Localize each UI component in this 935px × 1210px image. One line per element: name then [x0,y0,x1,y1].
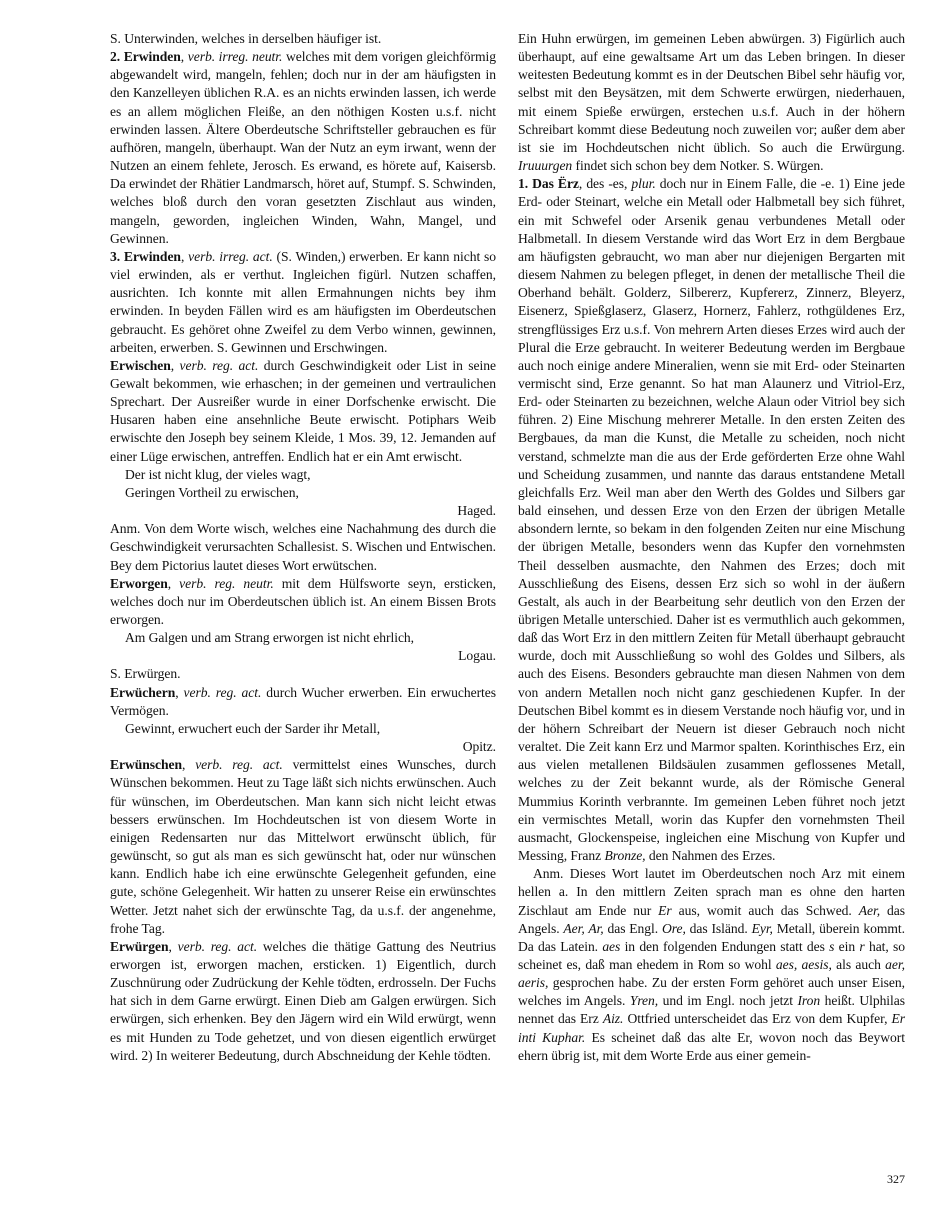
entry-paragraph [518,30,905,175]
text-run: , [167,575,180,591]
entry-paragraph [110,248,496,357]
text-run: Anm. Von dem Worte wisch, welches eine Nachahmung des durch die Geschwindigkeit verursachten Schallesist. S. Wischen und Entwischen. Bey dem Pictorius lautet dieses Wort erwütschen. [110,521,496,573]
verse-line [110,466,496,484]
italic-term: plur. [631,176,656,192]
entry-paragraph [110,520,496,574]
verse-line [110,629,496,647]
quote-source [110,502,496,520]
text-run: , [175,684,184,700]
italic-term: Eyr, [751,920,773,936]
left-column [110,30,496,1065]
entry-paragraph [110,756,496,938]
text-run: doch nur in Einem Falle, die -e. 1) Eine jede Erd- oder Steinart, welche ein Metall oder Halbmetall bey sich führet, ein mit Schwefel oder Arsenik genau verbundenes Metall oder Halbmetall. In diesem Verstande wird das Wort Erz in dem Bergbaue am häufigsten gebraucht, wo man aber nur diejenigen Bergarten mit diesem Nahmen zu belegen pfleget, in denen der metallische Theil die Oberhand behält. Golderz, Silbererz, Kupfererz, Zinnerz, Bleyerz, Eisenerz, Spießglaserz, Glaserz, Hornerz, Fahlerz, rothgüldenes Erz, strengflüssiges Erz u.s.f. Von mehrern Arten dieses Erzes wird auch der Plural die Erze gebraucht. In weiterer Bedeutung werden im Bergbaue auch noch einige andere Mineralien, wenn sie mit Erd- oder Steinarten vermischt sind, Erze genannt. So hat man Alaunerz und Vitriol-Erz, Erd- oder Steinarten zu bezeichnen, welche Alaun oder Vitriol bey sich führen. 2) Eine Mischung mehrerer Metalle. In den ersten Zeiten des Bergbaues, da man die Kunst, die Metalle zu scheiden, noch nicht verstand, schmelzte man die aus der Erde geförderten Erze ohne Wahl und Scheidung zusammen, und nannte das daraus entstandene Metall gleichfalls Erz. Weil man aber den Werth des Goldes und Silbers gar bald einsehen, und dessen Erze von den Erzen der übrigen Metalle absondern lernte, so bekam in den folgenden Zeiten nur eine Mischung der übrigen Metalle, besonders wenn das Kupfer den vornehmsten Theil desselben ausmachte, den Nahmen des Erzes; doch mit Ausschließung des Eisens, dessen Erz sich so wohl in der äußern Gestalt, als auch in der Bearbeitung sehr deutlich von den Erzen der übrigen Metalle unterschied. Daher ist es vermuthlich auch gekommen, daß das Wort Erz in den mittlern Zeiten für Metall überhaupt gebraucht wurde, doch mit Ausschließung so wohl des Goldes und Silbers, als auch des Eisens. Besonders gebrauchte man diesen Nahmen von dem von andern Metallen noch nicht ganz geschiedenen Kupfer. In der Deutschen Bibel kommt es in diesem Verstande noch häufig vor, und in der höhern Schreibart der Neuern ist dieser Gebrauch noch nicht veraltet. Die Zeit kann Erz und Marmor spalten. Korinthisches Erz, ein aus vielen metallenen Bildsäulen zusammen geflossenes Metall, welches zu der Zeit bekannt wurde, als der Römische General Mummius Korinth verbrannte. Im gemeinen Leben führet noch jetzt ein vermischtes Metall, worin das Kupfer den vornehmsten Theil ausmacht, Glockenspeise, ingleichen eine Mischung von Kupfer und Messing, Franz [518,176,905,864]
entry-paragraph [518,865,905,1065]
text-run: Ein Huhn erwürgen, im gemeinen Leben abwürgen. 3) Figürlich auch überhaupt, auf eine gewaltsame Art um das Leben bringen. In dieser weitesten Bedeutung kommt es in der Deutschen Bibel sehr häufig vor, selbst mit den Beysätzen, mit dem Schwerte erwürgen, niederhauen, mit einem Spieße erwürgen, erstechen u.s.f. Auch in der höhern Schreibart kommt diese Bedeutung noch zuweilen vor; außer dem aber ist sie im Hochdeutschen nicht üblich. So auch die Erwürgung. [518,31,905,155]
text-run: , [180,49,188,65]
quote-source [110,647,496,665]
text-run: ein [834,938,860,954]
text-run: das Angels. [518,902,905,936]
entry-paragraph [110,575,496,629]
headword: Erwischen [110,357,171,373]
text-run: Der ist nicht klug, der vieles wagt, [125,466,311,482]
text-run: durch Geschwindigkeit oder List in seine Gewalt bekommen, wie erhaschen; in der gemeinen und vertraulichen Sprechart. Der Ausreißer wurde in einer Dorfschenke erwischt. Die Husaren haben eine ansehnliche Beute erwischt. Potiphars Weib erwischte den Joseph bey seinem Kleide, 1 Mos. 39, 12. Jemanden auf einer Lüge erwischen, antreffen. Endlich hat er ein Amt erwischt. [110,357,496,464]
headword: Erworgen [110,575,168,591]
italic-term: verb. reg. act. [195,757,283,773]
text-run: vermittelst eines Wunsches, durch Wünschen bekommen. Heut zu Tage läßt sich nichts erwünschen. Auch für wünschen, im Oberdeutschen. Man kann sich nicht leicht etwas bessers erwünschen. Im Hochdeutschen ist von diesem Worte in einigen Redensarten nur das Mittelwort erwünscht üblich, für gewünscht, so gut als man es sich gewünscht hat, oder nur wünschen kann. Endlich habe ich eine erwünschte Gelegenheit gefunden, eine gute, schöne Gelegenheit. Wir hatten zu unserer Reise ein erwünschtes Wetter. Jetzt nahet sich der erwünschte Tag, da u.s.f. der angenehme, frohe Tag. [110,757,496,936]
italic-term: verb. reg. act. [179,357,259,373]
text-run: Es scheinet daß das alte Er, wovon noch das Beywort ehern übrig ist, mit dem Worte Erde aus einer gemein- [518,1029,905,1063]
italic-term: verb. irreg. neutr. [187,49,283,65]
italic-term: aes, aesis, [775,956,832,972]
italic-term: Iruuurgen [518,158,573,174]
italic-term: Bronze, [604,848,646,864]
text-run: Haged. [457,503,496,519]
text-run: , [168,938,178,954]
text-run: Ottfried unterscheidet das Erz von dem Kupfer, [623,1011,892,1027]
italic-term: Aer, Ar, [563,920,604,936]
text-run: mit dem Hülfsworte seyn, ersticken, welches doch nur im Oberdeutschen üblich ist. An einem Bissen Brots erworgen. [110,575,496,627]
italic-term: Aer, [858,902,881,918]
text-run: , [170,357,180,373]
text-run: welches mit dem vorigen gleichförmig abgewandelt wird, mangeln, fehlen; doch nur in der am häufigsten in den Kanzelleyen üblichen R.A. es an nichts erwinden lassen, ich werde es an allem möglichen Fleiße, an den nöthigen Kosten u.s.f. nicht erwinden lassen. Ältere Oberdeutsche Schriftsteller gebrauchen es für aufhören, mangeln, überhaupt. Wan der Nutz an eym irwant, wenn der Nutzen an einem fehlete, Jerosch. Es erwand, es hörete auf, Kaisersb. Da erwindet der Rhätier Landmarsch, höret auf, Stumpf. S. Schwinden, welches bloß durch den voran gesetzten Zischlaut aus winden, mangeln, geworden, ingleichen Winden, Wahn, Mangel, und Gewinnen. [110,49,496,246]
headword: Erwüchern [110,684,176,700]
italic-term: r [859,938,865,954]
text-run: gesprochen habe. Zu der ersten Form gehöret auch unser Eisen, welches im Angels. [518,975,905,1009]
italic-term: verb. reg. act. [183,684,262,700]
text-run: aus, womit auch das Schwed. [671,902,859,918]
entry-paragraph [110,30,496,48]
verse-line [110,484,496,502]
entry-paragraph [518,175,905,865]
entry-paragraph [110,684,496,720]
quote-source [110,738,496,756]
italic-term: aes [602,938,621,954]
italic-term: verb. reg. act. [177,938,258,954]
italic-term: Er inti Kuphar. [518,1011,906,1045]
text-run: das Engl. [603,920,662,936]
text-run: welches die thätige Gattung des Neutrius erworgen ist, erworgen machen, ersticken. 1) Eigentlich, durch Zuschnürung oder Zudrückung der Kehle tödten, erdrosseln. Der Fuchs hat sich in dem Garne erwürgt. Einen Dieb am Galgen erwürgen. Sich erwürgen, sich erhenken. Bey den Jägern wird ein Wild erwürgt, wenn es mit Hunden zu Tode gehetzet, und von diesen eigentlich erwürget wird. 2) In weiterer Bedeutung, durch Abschneidung der Kehle tödten. [110,938,496,1063]
text-run: als auch [831,956,886,972]
headword: Erwürgen [110,938,169,954]
entry-paragraph [110,357,496,466]
entry-paragraph [110,665,496,683]
italic-term: verb. reg. neutr. [179,575,274,591]
text-run: Metall, überein kommt. Da das Latein. [518,920,905,954]
headword: 3. Erwinden [110,248,181,264]
text-run: , [182,757,196,773]
headword: 2. Erwinden [110,49,181,65]
page-number: 327 [887,1172,905,1186]
text-run: Opitz. [462,739,496,755]
text-run: den Nahmen des Erzes. [645,848,776,864]
text-run: Logau. [458,648,496,664]
text-run: durch Wucher erwerben. Ein erwuchertes Vermögen. [110,684,497,718]
text-run: Anm. Dieses Wort lautet im Oberdeutschen noch Arz mit einem hellen a. In den mittlern Zeiten sprach man es ohne den harten Zischlaut am Ende nur [518,866,905,918]
text-run: Am Galgen und am Strang erworgen ist nicht ehrlich, [125,630,415,646]
text-run: Gewinnt, erwuchert euch der Sarder ihr Metall, [125,720,381,736]
entry-paragraph [110,48,496,248]
text-run: findet sich schon bey dem Notker. S. Würgen. [572,158,824,174]
text-run: hat, so scheinet es, daß man ehedem in Rom so wohl [518,938,906,972]
text-run: , des -es, [578,176,632,192]
right-column [518,30,905,1065]
text-run: in den folgenden Endungen statt des [620,938,830,954]
headword: 1. Das Ërz [518,176,579,192]
headword: Erwünschen [110,757,183,773]
text-run: (S. Winden,) erwerben. Er kann nicht so viel erwinden, als er verthut. Ingleichen figürl. Nutzen schaffen, ausrichten. Ich konnte mit allen Ermahnungen nichts bey ihm erwinden. In beyden Fällen wird es am häufigsten im Oberdeutschen gebraucht. Es gehöret ohne Zweifel zu dem Verbo winnen, gewinnen, arbeiten, erwerben. S. Gewinnen und Erschwingen. [110,248,496,355]
italic-term: Aiz. [602,1011,624,1027]
text-run: , [180,248,189,264]
text-run: das Isländ. [685,920,752,936]
text-run: heißt. Ulphilas nennet das Erz [518,993,905,1027]
text-run: S. Unterwinden, welches in derselben häufiger ist. [110,31,382,46]
text-run: und im Engl. noch jetzt [658,993,798,1009]
text-run: S. Erwürgen. [110,666,181,682]
italic-term: Ore, [661,920,686,936]
italic-term: Er [658,902,672,918]
italic-term: s [829,938,835,954]
text-run: Geringen Vortheil zu erwischen, [125,484,299,500]
verse-line [110,720,496,738]
italic-term: aer, aeris, [518,956,905,991]
italic-term: Yren, [629,993,659,1009]
italic-term: verb. irreg. act. [188,248,273,264]
italic-term: Iron [797,993,821,1009]
entry-paragraph [110,938,496,1065]
